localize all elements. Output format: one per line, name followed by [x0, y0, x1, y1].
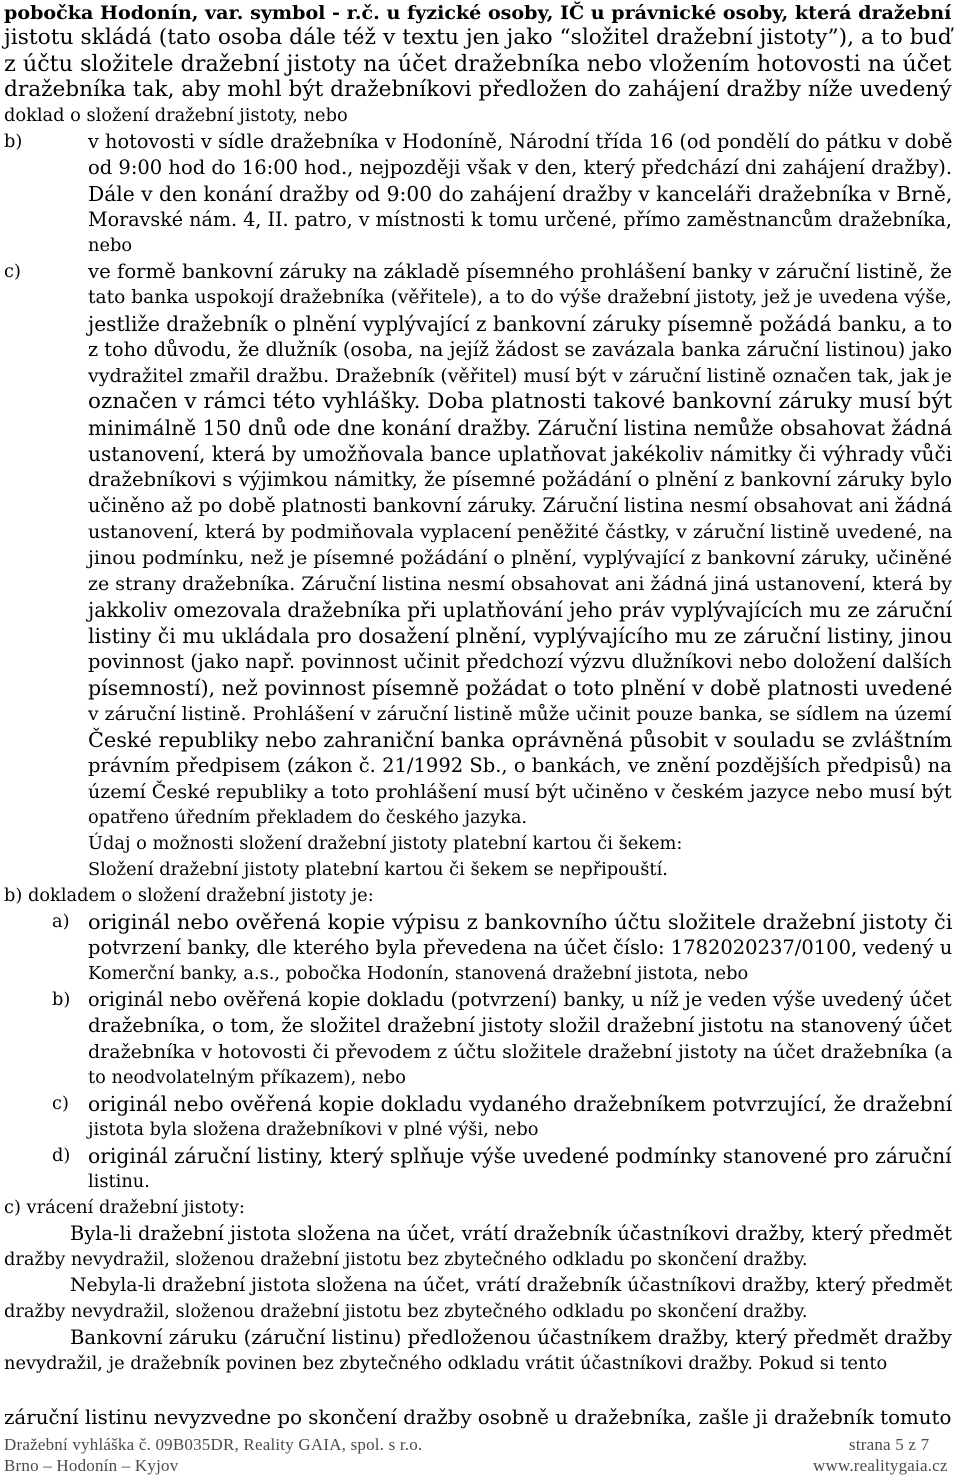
text-line: povinnost (jako např. povinnost učinit předchozí výzvu dlužníkovi nebo doložení dalších	[88, 650, 952, 673]
text-line: b) dokladem o složení dražební jistoty je:	[4, 885, 374, 906]
text-line: c)	[4, 261, 21, 282]
text-line: Komerční banky, a.s., pobočka Hodonín, stanovená dražební jistota, nebo	[88, 963, 749, 984]
text-line: dražby nevydražil, složenou dražební jistotu bez zbytečného odkladu po skončení dražby.	[4, 1249, 808, 1270]
text-line: označen v rámci této vyhlášky. Doba platnosti takové bankovní záruky musí být	[88, 389, 953, 414]
text-line: originál nebo ověřená kopie výpisu z bankovního účtu složitele dražební jistoty či	[88, 910, 953, 934]
text-line: ve formě bankovní záruky na základě písemného prohlášení banky v záruční listině, že	[88, 260, 953, 283]
text-line: ustanovení, která by podmiňovala vyplacení peněžité částky, v záruční listině uvedené, na	[88, 521, 953, 543]
text-line: jinou podmínku, než je písemné požádání o plnění, vyplývající z bankovní záruky, učiněné	[88, 547, 952, 569]
text-line: písemností), než povinnost písemně požádat o toto plnění v době platnosti uvedené	[88, 676, 953, 700]
text-line: originál nebo ověřená kopie dokladu vydaného dražebníkem potvrzující, že dražební	[88, 1092, 953, 1116]
text-line: dražebníkovi s výjimkou námitky, že písemné požádání o plnění z bankovní záruky bylo	[88, 468, 953, 491]
text-line: dražebníka tak, aby mohl být dražebníkovi předložen do zahájení dražby níže uvedený	[4, 77, 952, 102]
text-line: dražebníka, o tom, že složitel dražební jistoty složil dražební jistotu na stanovený účet	[88, 1014, 952, 1037]
text-line: listiny či mu ukládala pro dosažení plnění, vyplývajícího mu ze záruční listiny, jinou	[88, 624, 953, 648]
text-line: pobočka Hodonín, var. symbol - r.č. u fyzické osoby, IČ u právnické osoby, která dražební	[4, 1, 952, 24]
text-line: listinu.	[88, 1171, 150, 1192]
text-line: České republiky nebo zahraniční banka oprávněná působit v souladu se zvláštním	[88, 728, 953, 752]
text-line: potvrzení banky, dle kterého byla převedena na účet číslo: 1782020237/0100, vedený u	[88, 936, 953, 959]
text-line: Dále v den konání dražby od 9:00 do zahájení dražby v kanceláři dražebníka v Brně,	[88, 182, 953, 206]
text-line: vydražitel zmařil dražbu. Dražebník (věřitel) musí být v záruční listině označen tak, jak je	[88, 365, 953, 387]
text-line: Nebyla-li dražební jistota složena na účet, vrátí dražebník účastníkovi dražby, který předmět	[70, 1275, 953, 1296]
text-line: c)	[52, 1093, 69, 1114]
text-line: nebo	[88, 235, 133, 256]
text-line: v hotovosti v sídle dražebníka v Hodoníně, Národní třída 16 (od pondělí do pátku v době	[88, 130, 953, 153]
text-line: originál nebo ověřená kopie dokladu (potvrzení) banky, u níž je veden výše uvedený účet	[88, 988, 952, 1011]
text-line: záruční listinu nevyzvedne po skončení dražby osobně u dražebníka, zašle ji dražebník tomuto	[4, 1406, 952, 1429]
text-line: minimálně 150 dnů ode dne konání dražby. Záruční listina nemůže obsahovat žádná	[88, 416, 953, 440]
footer-page-number: strana 5 z 7	[849, 1435, 930, 1454]
text-line: to neodvolatelným příkazem), nebo	[88, 1067, 406, 1088]
text-line: dražebníka v hotovosti či převodem z účtu složitele dražební jistoty na účet dražebníka (a	[88, 1041, 953, 1063]
footer-locations: Brno – Hodonín – Kyjov	[4, 1456, 179, 1475]
text-line: opatřeno úředním překladem do českého jazyka.	[88, 807, 528, 828]
text-line: dražby nevydražil, složenou dražební jistotu bez zbytečného odkladu po skončení dražby.	[4, 1301, 808, 1322]
text-line: Byla-li dražební jistota složena na účet, vrátí dražebník účastníkovi dražby, který předmět	[70, 1222, 953, 1245]
text-line: z účtu složitele dražební jistoty na účet dražebníka nebo vložením hotovosti na účet	[4, 51, 952, 77]
text-line: ze strany dražebníka. Záruční listina nesmí obsahovat ani žádná jiná ustanovení, která by	[88, 573, 952, 595]
text-line: doklad o složení dražební jistoty, nebo	[4, 105, 348, 126]
text-line: učiněno až po době platnosti bankovní záruky. Záruční listina nesmí obsahovat ani žádná	[88, 494, 953, 517]
text-line: Složení dražební jistoty platební kartou či šekem se nepřipouští.	[88, 859, 668, 880]
text-line: právním předpisem (zákon č. 21/1992 Sb., o bankách, ve znění pozdějších předpisů) na	[88, 754, 952, 777]
text-line: z toho důvodu, že dlužník (osoba, na jejíž žádost se zavázala banka záruční listinou) jako	[88, 338, 953, 361]
text-line: tato banka uspokojí dražebníka (věřitele), a to do výše dražební jistoty, jež je uvedena výše,	[88, 287, 952, 308]
text-line: a)	[52, 911, 70, 932]
text-line: jistota byla složena dražebníkovi v plné výši, nebo	[88, 1119, 539, 1140]
footer-website: www.realitygaia.cz	[813, 1456, 948, 1475]
text-line: d)	[52, 1145, 71, 1166]
text-line: území České republiky a toto prohlášení musí být učiněno v českém jazyce nebo musí být	[88, 781, 952, 803]
text-line: jakkoliv omezovala dražebníka při uplatňování jeho práv vyplývajících mu ze záruční	[88, 598, 953, 622]
text-line: nevydražil, je dražebník povinen bez zbytečného odkladu vrátit účastníkovi dražby. Pokud si tento	[4, 1353, 888, 1374]
text-line: originál záruční listiny, který splňuje výše uvedené podmínky stanovené pro záruční	[88, 1144, 952, 1168]
text-line: jestliže dražebník o plnění vyplývající z bankovní záruky písemně požádá banku, a to	[88, 312, 953, 336]
text-line: Údaj o možnosti složení dražební jistoty platební kartou či šekem:	[88, 833, 683, 854]
text-line: b)	[52, 989, 71, 1010]
text-line: b)	[4, 131, 23, 152]
text-line: od 9:00 hod do 16:00 hod., nejpozději však v den, který předchází dni zahájení dražby).	[88, 156, 953, 179]
footer-document-title: Dražební vyhláška č. 09B035DR, Reality GAIA, spol. s r.o.	[4, 1435, 423, 1454]
text-line: c) vrácení dražební jistoty:	[4, 1197, 245, 1218]
text-line: v záruční listině. Prohlášení v záruční listině může učinit pouze banka, se sídlem na území	[88, 703, 952, 725]
text-line: jistotu skládá (tato osoba dále též v textu jen jako “složitel dražební jistoty”), a to buď	[4, 25, 952, 50]
text-line: Bankovní záruku (záruční listinu) předloženou účastníkem dražby, který předmět dražby	[70, 1326, 952, 1349]
text-line: ustanovení, která by umožňovala bance uplatňovat jakékoliv námitky či výhrady vůči	[88, 442, 953, 466]
text-line: Moravské nám. 4, II. patro, v místnosti k tomu určené, přímo zaměstnancům dražebníka,	[88, 208, 953, 231]
